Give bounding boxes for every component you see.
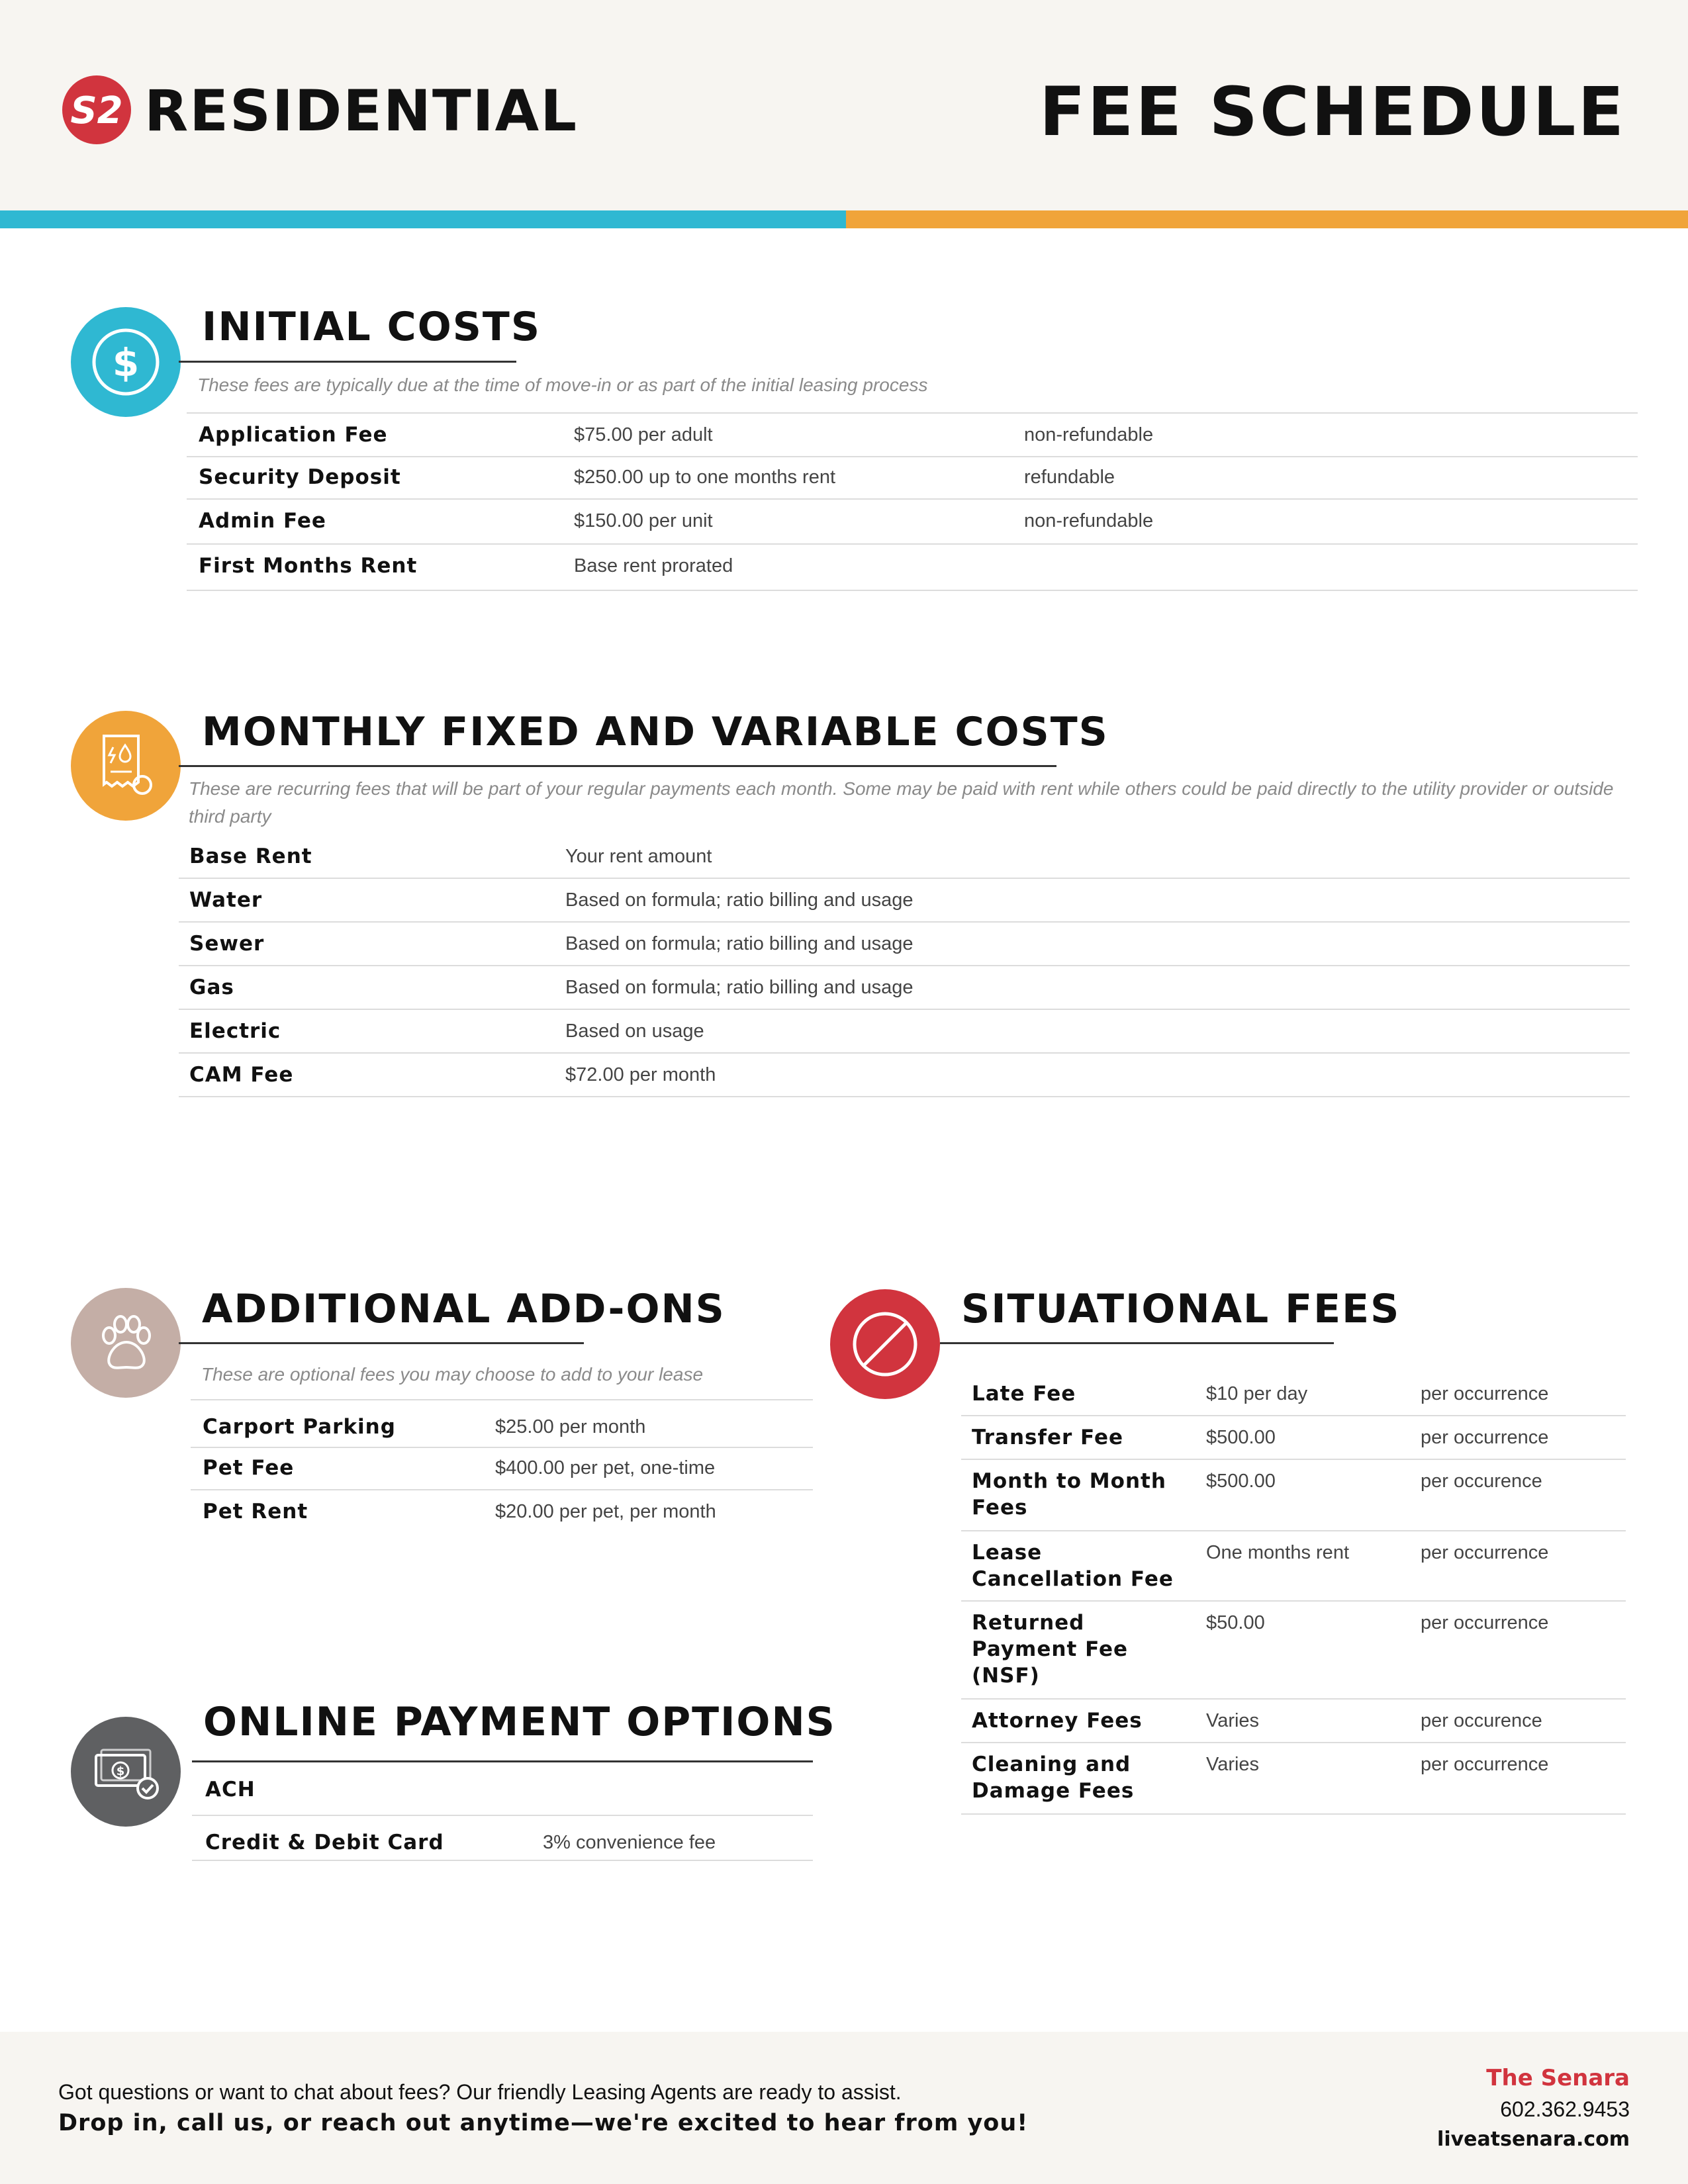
fee-label: Carport Parking bbox=[203, 1415, 396, 1439]
payment-icon bbox=[71, 1717, 181, 1827]
fee-amount: $50.00 bbox=[1206, 1612, 1265, 1633]
fee-amount: $10 per day bbox=[1206, 1383, 1308, 1404]
fee-amount: $250.00 up to one months rent bbox=[574, 467, 836, 488]
table-row bbox=[179, 1054, 1630, 1097]
table-row bbox=[192, 1816, 813, 1861]
table-row bbox=[961, 1373, 1626, 1416]
fee-label: CAM Fee bbox=[189, 1063, 294, 1087]
fee-note: per occurence bbox=[1421, 1471, 1542, 1492]
property-name: The Senara bbox=[1486, 2065, 1630, 2091]
monthly-costs-title: MONTHLY FIXED AND VARIABLE COSTS bbox=[202, 709, 1109, 755]
initial-costs-subtitle: These fees are typically due at the time of move-in or as part of the initial leasing process bbox=[197, 375, 928, 395]
fee-label: Application Fee bbox=[199, 423, 388, 447]
fee-note: non-refundable bbox=[1024, 424, 1154, 445]
payment-method-label: Credit & Debit Card bbox=[205, 1831, 444, 1854]
fee-label: Late Fee bbox=[972, 1382, 1076, 1406]
fee-amount: $500.00 bbox=[1206, 1471, 1276, 1492]
add-ons-title: ADDITIONAL ADD-ONS bbox=[202, 1286, 726, 1332]
fee-label: Sewer bbox=[189, 932, 265, 956]
fee-amount: Varies bbox=[1206, 1754, 1260, 1775]
table-row bbox=[179, 879, 1630, 923]
svg-text:S2: S2 bbox=[70, 89, 123, 132]
table-row bbox=[187, 412, 1638, 457]
fee-amount: Based on usage bbox=[565, 1021, 704, 1042]
table-row bbox=[191, 1490, 813, 1533]
payment-method-label: ACH bbox=[205, 1778, 256, 1801]
situational-fees-rule bbox=[940, 1342, 1334, 1344]
table-row bbox=[961, 1743, 1626, 1815]
fee-label: Attorney Fees bbox=[972, 1709, 1143, 1733]
fee-amount: Based on formula; ratio billing and usage bbox=[565, 933, 914, 954]
payment-method-note: 3% convenience fee bbox=[543, 1832, 716, 1853]
fee-label: Security Deposit bbox=[199, 465, 401, 489]
property-phone[interactable]: 602.362.9453 bbox=[1500, 2097, 1630, 2121]
table-row bbox=[961, 1700, 1626, 1743]
fee-label: Lease Cancellation Fee bbox=[972, 1541, 1174, 1591]
table-row bbox=[961, 1416, 1626, 1460]
footer-message: Got questions or want to chat about fees? Our friendly Leasing Agents are ready to assist. bbox=[58, 2080, 902, 2104]
fee-amount: $150.00 per unit bbox=[574, 510, 713, 531]
fee-note: refundable bbox=[1024, 467, 1115, 488]
utility-bill-icon bbox=[71, 711, 181, 821]
fee-label: Gas bbox=[189, 976, 234, 999]
fee-note: per occurrence bbox=[1421, 1542, 1549, 1563]
paw-icon bbox=[71, 1288, 181, 1398]
fee-note: per occurence bbox=[1421, 1710, 1542, 1731]
fee-label: Pet Fee bbox=[203, 1456, 295, 1480]
fee-label: Base Rent bbox=[189, 844, 312, 868]
fee-amount: $25.00 per month bbox=[495, 1416, 646, 1437]
fee-label: Transfer Fee bbox=[972, 1426, 1124, 1449]
fee-note: per occurrence bbox=[1421, 1427, 1549, 1448]
fee-note: per occurrence bbox=[1421, 1612, 1549, 1633]
table-row bbox=[187, 456, 1638, 500]
fee-label: Returned Payment Fee (NSF) bbox=[972, 1611, 1129, 1688]
fee-amount: Based on formula; ratio billing and usage bbox=[565, 977, 914, 998]
fee-amount: $72.00 per month bbox=[565, 1064, 716, 1085]
table-row bbox=[961, 1531, 1626, 1602]
situational-fees-title: SITUATIONAL FEES bbox=[961, 1286, 1401, 1332]
fee-amount: Your rent amount bbox=[565, 846, 712, 867]
brand-name: RESIDENTIAL bbox=[144, 78, 579, 144]
table-row bbox=[179, 923, 1630, 966]
table-row bbox=[187, 545, 1638, 591]
add-ons-rule bbox=[179, 1342, 584, 1344]
header-stripe-orange bbox=[846, 210, 1688, 228]
fee-amount: Based on formula; ratio billing and usage bbox=[565, 889, 914, 911]
fee-amount: Varies bbox=[1206, 1710, 1260, 1731]
table-row bbox=[191, 1447, 813, 1490]
fee-amount: $75.00 per adult bbox=[574, 424, 713, 445]
table-row bbox=[961, 1460, 1626, 1531]
table-row bbox=[179, 835, 1630, 879]
table-row bbox=[179, 1010, 1630, 1054]
prohibited-icon bbox=[830, 1289, 940, 1399]
fee-amount: $500.00 bbox=[1206, 1427, 1276, 1448]
fee-label: Electric bbox=[189, 1019, 281, 1043]
fee-label: Pet Rent bbox=[203, 1500, 308, 1524]
fee-amount: $400.00 per pet, one-time bbox=[495, 1457, 716, 1479]
svg-text:$: $ bbox=[112, 340, 140, 385]
fee-label: Admin Fee bbox=[199, 509, 326, 533]
online-payment-title: ONLINE PAYMENT OPTIONS bbox=[203, 1699, 836, 1745]
table-row bbox=[191, 1399, 813, 1448]
fee-amount: Base rent prorated bbox=[574, 555, 733, 576]
page-title: FEE SCHEDULE bbox=[1039, 73, 1626, 152]
fee-label: Water bbox=[189, 888, 263, 912]
fee-note: per occurrence bbox=[1421, 1383, 1549, 1404]
fee-note: non-refundable bbox=[1024, 510, 1154, 531]
fee-amount: One months rent bbox=[1206, 1542, 1349, 1563]
fee-label: Month to Month Fees bbox=[972, 1469, 1166, 1520]
monthly-costs-subtitle: These are recurring fees that will be part of your regular payments each month. Some may be paid with rent while others could be paid directly to the utility provider or outside third party bbox=[189, 778, 1614, 827]
table-row bbox=[192, 1762, 813, 1816]
initial-costs-rule bbox=[179, 361, 516, 363]
initial-costs-title: INITIAL COSTS bbox=[202, 304, 541, 350]
dollar-icon bbox=[71, 307, 181, 417]
property-website-link[interactable]: liveatsenara.com bbox=[1437, 2128, 1630, 2151]
table-row bbox=[961, 1602, 1626, 1700]
footer-cta: Drop in, call us, or reach out anytime—we're excited to hear from you! bbox=[58, 2110, 1029, 2136]
fee-note: per occurrence bbox=[1421, 1754, 1549, 1775]
add-ons-subtitle: These are optional fees you may choose to add to your lease bbox=[201, 1364, 704, 1385]
table-row bbox=[187, 500, 1638, 545]
monthly-costs-rule bbox=[179, 765, 1056, 767]
svg-text:$: $ bbox=[116, 1764, 125, 1778]
header-stripe-blue bbox=[0, 210, 846, 228]
fee-amount: $20.00 per pet, per month bbox=[495, 1501, 716, 1522]
fee-label: First Months Rent bbox=[199, 554, 418, 578]
fee-label: Cleaning and Damage Fees bbox=[972, 1752, 1135, 1803]
s2-logo-icon bbox=[60, 73, 134, 147]
table-row bbox=[179, 966, 1630, 1010]
